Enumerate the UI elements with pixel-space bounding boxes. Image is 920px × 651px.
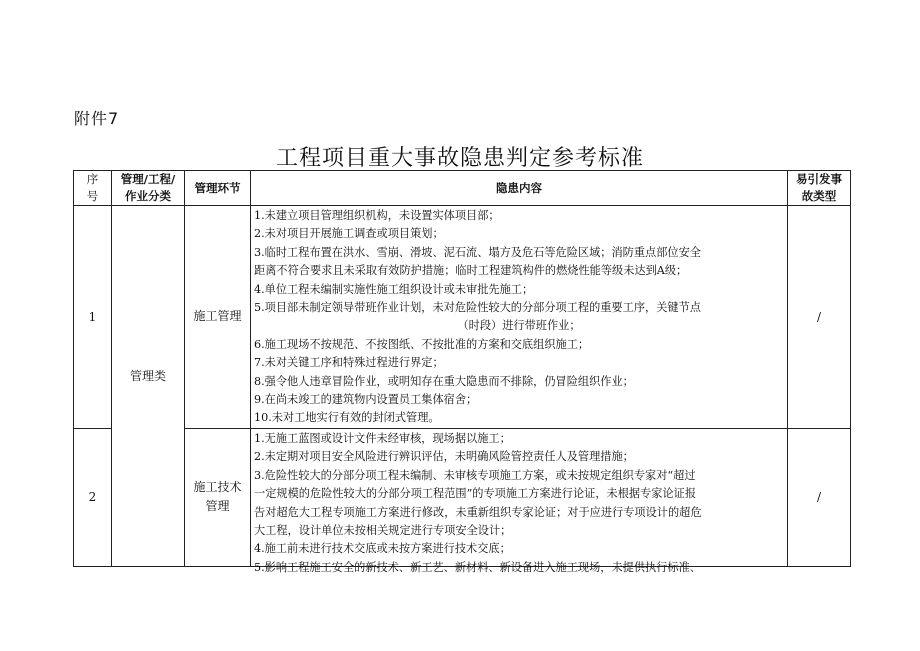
content-line: 2.未对项目开展施工调查或项目策划； — [254, 227, 444, 241]
header-type-line: 故类型 — [801, 189, 837, 203]
table-row — [74, 206, 851, 429]
content-clip — [254, 430, 784, 574]
table-header-row — [74, 171, 851, 206]
header-no — [74, 171, 112, 206]
content-line: 大工程，设计单位未按相关规定进行专项安全设计； — [254, 523, 512, 537]
header-category — [112, 171, 185, 206]
link-line: 管理 — [205, 499, 230, 514]
content-line: 3.临时工程布置在洪水、雪崩、滑坡、泥石流、塌方及危石等危险区域；消防重点部位安全 — [254, 245, 701, 259]
content-cell — [251, 428, 788, 574]
header-type-line: 易引发事 — [796, 172, 842, 186]
link-line: 施工技术 — [193, 480, 242, 495]
link-cell — [185, 428, 251, 566]
header-link: 管理环节 — [185, 171, 251, 206]
header-type — [788, 171, 851, 206]
content-line: （时段）进行带班作业； — [457, 319, 581, 333]
row-number: 2 — [74, 428, 112, 566]
content-line: 3.危险性较大的分部分项工程未编制、未审核专项施工方案，或未按规定组织专家对“超过 — [254, 468, 696, 482]
content-cell — [251, 206, 788, 429]
header-content: 隐患内容 — [251, 171, 788, 206]
content-line: 一定规模的危险性较大的分部分项工程范围”的专项施工方案进行论证，未根据专家论证报 — [254, 487, 697, 501]
content-line: 距离不符合要求且未采取有效防护措施；临时工程建筑构件的燃烧性能等级未达到A级； — [254, 264, 688, 278]
content-line: 5.项目部未制定领导带班作业计划，未对危险性较大的分部分项工程的重要工序，关键节点 — [254, 301, 701, 315]
accident-type-cell: / — [788, 428, 851, 566]
header-no-line: 序 — [86, 172, 99, 186]
content-line: 告对超危大工程专项施工方案进行修改，未重新组织专家论证；对于应进行专项设计的超危 — [254, 505, 702, 519]
link-cell: 施工管理 — [185, 206, 251, 429]
category-cell — [112, 206, 185, 567]
row-number: 1 — [74, 206, 112, 429]
content-line: 1.无施工蓝图或设计文件未经审核，现场据以施工； — [254, 431, 511, 445]
content-line: 8.强令他人违章冒险作业，或明知存在重大隐患而不排除，仍冒险组织作业； — [254, 374, 634, 388]
table-row — [74, 428, 851, 566]
category-label: 管理类 — [129, 369, 166, 383]
header-category-line: 作业分类 — [125, 189, 171, 203]
content-line: 6.施工现场不按规范、不按图纸、不按批准的方案和交底组织施工； — [254, 337, 590, 351]
header-no-line: 号 — [86, 189, 99, 203]
content-line: 1.未建立项目管理组织机构，未设置实体项目部； — [254, 209, 500, 222]
content-line: 7.未对关键工序和特殊过程进行界定； — [254, 356, 444, 370]
content-line: 2.未定期对项目安全风险进行辨识评估，未明确风险管控责任人及管理措施； — [254, 450, 634, 464]
accident-type-cell: / — [788, 206, 851, 429]
content-line: 5.影响工程施工安全的新技术、新工艺、新材料、新设备进入施工现场，未提供执行标准、 — [254, 560, 701, 574]
content-line: 4.单位工程未编制实施性施工组织设计或未审批先施工； — [254, 282, 534, 296]
header-category-line: 管理/工程/ — [120, 172, 176, 186]
content-line: 10.未对工地实行有效的封闭式管理。 — [254, 411, 440, 425]
content-line: 4.施工前未进行技术交底或未按方案进行技术交底； — [254, 542, 511, 556]
hazard-table — [73, 170, 851, 574]
annex-label: 附件7 — [74, 109, 120, 128]
document-title: 工程项目重大事故隐患判定参考标准 — [275, 146, 644, 171]
content-line: 9.在尚未竣工的建筑物内设置员工集体宿舍； — [254, 393, 478, 407]
